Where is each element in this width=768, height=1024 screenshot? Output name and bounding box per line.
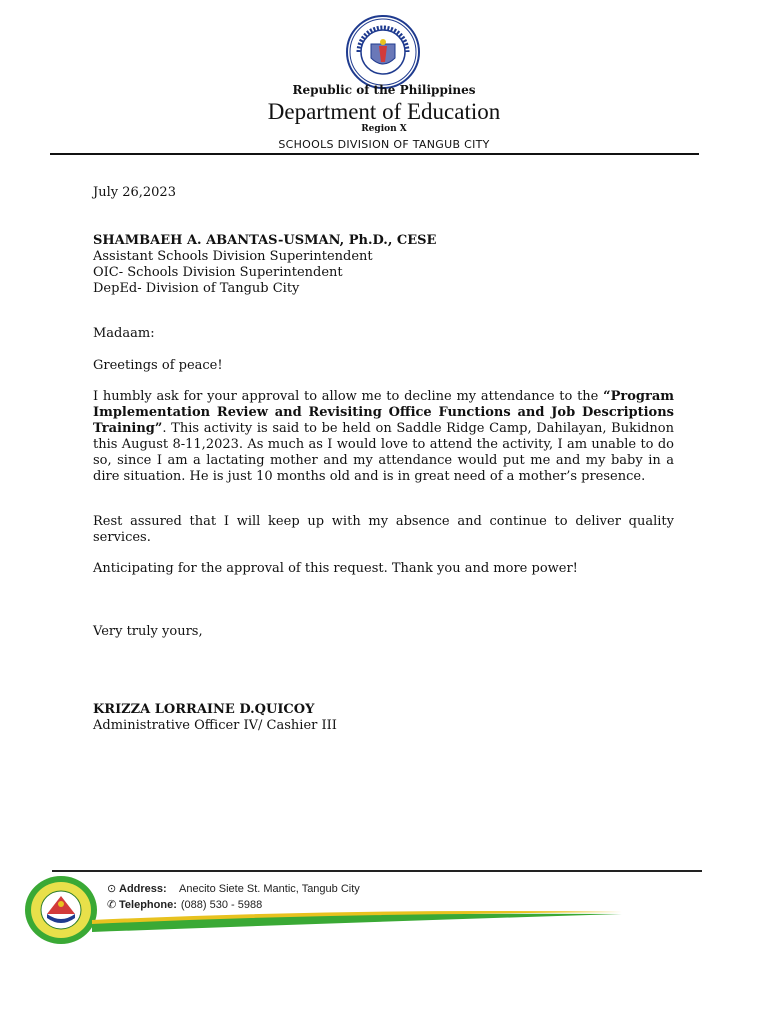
signature-block <box>93 702 337 734</box>
telephone-label: Telephone: <box>119 898 177 911</box>
division-heading: SCHOOLS DIVISION OF TANGUB CITY <box>278 138 490 151</box>
signatory-name: KRIZZA LORRAINE D.QUICOY <box>93 702 315 717</box>
addressee-line: Assistant Schools Division Superintendent <box>93 249 373 264</box>
deped-seal-icon <box>345 14 421 90</box>
division-seal-icon <box>23 874 99 946</box>
address-label: Address: <box>119 882 167 895</box>
addressee-block <box>93 233 436 297</box>
paragraph-intro: I humbly ask for your approval to allow me to decline my attendance to the <box>93 389 599 404</box>
address-value: Anecito Siete St. Mantic, Tangub City <box>179 882 360 895</box>
republic-heading: Republic of the Philippines <box>292 83 476 97</box>
paragraph-assurance: Rest assured that I will keep up with my absence and continue to deliver quality services. <box>93 514 674 545</box>
paragraph-rest: . This activity is said to be held on Saddle Ridge Camp, Dahilayan, Bukidnon this August 8-11,2023. As much as I would love to attend the activity, I am unable to do so, since I am a lactating mother and my attendance would put me and my baby in a dire situation. He is just 10 months old and is in great need of a mother’s presence. <box>93 421 674 484</box>
location-pin-icon: ⊙ <box>107 883 117 895</box>
department-heading: Department of Education <box>267 99 501 124</box>
salutation: Madaam: <box>93 326 155 341</box>
telephone-value: (088) 530 - 5988 <box>180 898 263 911</box>
footer-swoosh <box>92 902 622 932</box>
training-title: “Program Implementation Review and Revisiting Office Functions and Job Descriptions Training” <box>93 389 674 436</box>
letter-date: July 26,2023 <box>93 185 176 200</box>
signatory-title: Administrative Officer IV/ Cashier III <box>93 718 337 733</box>
footer-address <box>107 882 360 895</box>
addressee-line: DepEd- Division of Tangub City <box>93 281 300 296</box>
greeting: Greetings of peace! <box>93 358 223 373</box>
phone-icon: ✆ <box>107 899 117 911</box>
paragraph-request <box>93 389 674 485</box>
complimentary-close: Very truly yours, <box>93 624 203 639</box>
addressee-line: OIC- Schools Division Superintendent <box>93 265 343 280</box>
footer-divider <box>52 870 702 872</box>
addressee-name: SHAMBAEH A. ABANTAS-USMAN, Ph.D., CESE <box>93 233 437 248</box>
region-heading: Region X <box>361 124 407 134</box>
paragraph-closing: Anticipating for the approval of this request. Thank you and more power! <box>93 561 578 576</box>
header-divider <box>50 153 699 155</box>
